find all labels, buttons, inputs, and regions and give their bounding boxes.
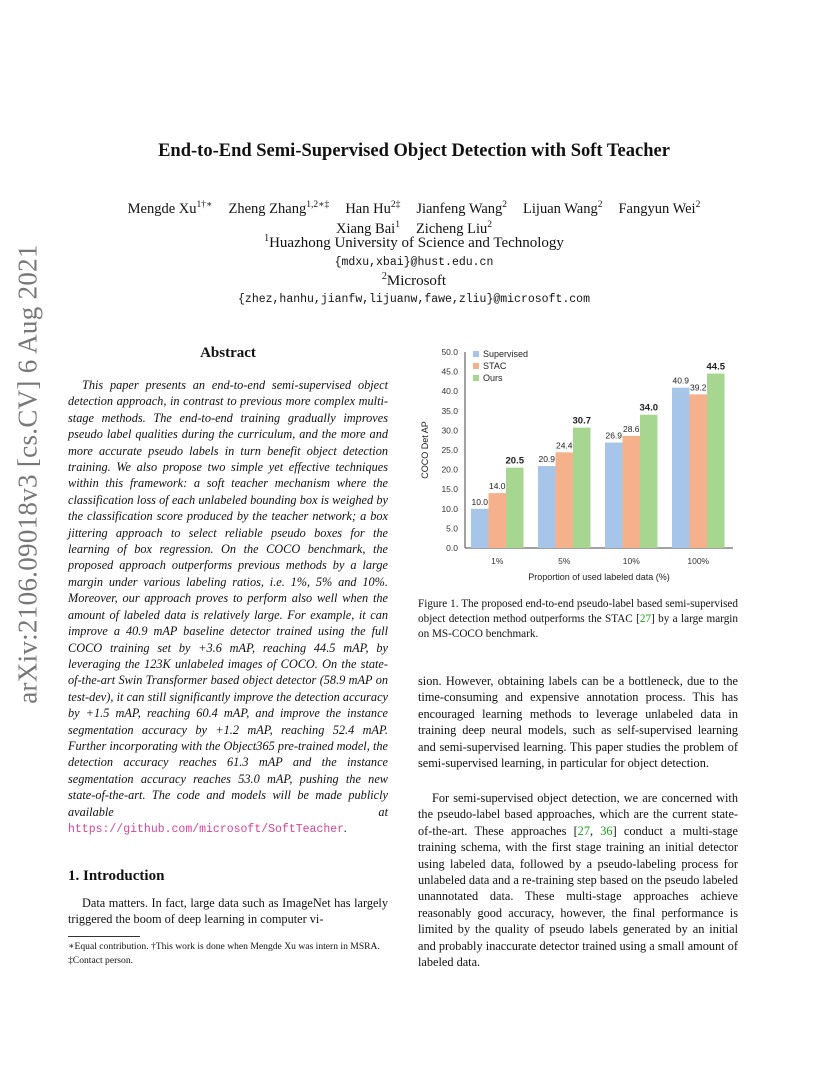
paper-title: End-to-End Semi-Supervised Object Detection with Soft Teacher (158, 141, 670, 161)
bar-supervised-100% (672, 388, 690, 548)
bar-ours-1% (506, 468, 524, 548)
footnote-rule (68, 936, 140, 937)
author-affil-mark: 2 (695, 200, 701, 210)
bar-stac-100% (690, 394, 708, 548)
data-label: 44.5 (706, 361, 725, 373)
y-tick-label: 40.0 (441, 386, 458, 397)
data-label: 34.0 (639, 402, 658, 414)
affiliation-2: $^2$Microsoft (381, 271, 447, 289)
author-label: Mengde Xu (127, 200, 197, 217)
author-affil-mark: 2 (487, 220, 492, 230)
abstract-body: This paper presents an end-to-end semi-supervised object detection approach, in contrast to previous more complex multi-stage methods. The end-to-end training gradually improves pseudo label qualities during the curriculum, and the more and more accurate pseudo labels in turn benefit object detection training. We also propose two simple yet effective techniques within this framework: a soft teacher mechanism where the classification loss of each unlabeled bounding box is weighed by the classification score produced by the teacher network; a box jittering approach to select reliable pseudo boxes for the learning of box regression. On the COCO benchmark, the proposed approach outperforms previous methods by a large margin under various labeling ratios, i.e. 1%, 5% and 10%. Moreover, our approach proves to perform also well when the amount of labeled data is relatively large. For example, it can improve a 40.9 mAP baseline detector trained using the full COCO training set by +3.6 mAP, reaching 44.5 mAP, by leveraging the 123K unlabeled images of COCO. On the state-of-the-art Swin Transformer based object detector (58.9 mAP on test-dev), it can still significantly improve the detection accuracy by +1.5 mAP, reaching 60.4 mAP, and improve the instance segmentation accuracy by +1.2 mAP, reaching 52.4 mAP. Further incorporating with the Object365 pre-trained model, the detection accuracy reaches 61.3 mAP and the instance segmentation accuracy reaches 53.0 mAP, pushing the new state-of-the-art. The code and models will be made publicly available at https://github.com/microsoft/SoftTeacher. (68, 378, 388, 836)
author-affil-mark: 2 (597, 200, 603, 210)
bar-ours-100% (707, 374, 725, 548)
y-tick-label: 5.0 (446, 523, 458, 534)
y-tick-label: 50.0 (441, 347, 458, 357)
bar-ours-5% (573, 428, 591, 548)
author-affil-mark: 1†∗ (196, 200, 213, 210)
legend-entry: STAC (483, 361, 507, 371)
y-tick-label: 30.0 (441, 425, 458, 436)
y-tick-label: 35.0 (441, 405, 458, 416)
author-label: Zicheng Liu (415, 220, 488, 237)
data-label: 28.6 (622, 423, 640, 434)
bar-stac-5% (556, 452, 574, 548)
y-axis-label: COCO Det AP (420, 421, 430, 479)
data-label: 26.9 (605, 430, 623, 441)
data-label: 30.7 (572, 415, 591, 427)
legend-swatch-ours (473, 375, 479, 381)
data-label: 40.9 (672, 375, 690, 386)
author-label: Han Hu (345, 200, 391, 217)
x-tick-label: 100% (687, 556, 710, 566)
author-label: Fangyun Wei (618, 200, 696, 217)
author-affil-mark: 1 (395, 220, 400, 230)
bar-stac-1% (489, 493, 507, 548)
email-1: {mdxu,xbai}@hust.edu.cn (334, 256, 494, 269)
figure-1-chart (415, 342, 745, 590)
bar-stac-10% (623, 436, 641, 548)
data-label: 10.0 (471, 496, 489, 507)
author-affil-mark: 1,2∗‡ (306, 200, 330, 210)
citation-link[interactable]: 36 (600, 823, 613, 838)
author-label: Xiang Bai (336, 220, 396, 237)
bar-supervised-5% (538, 466, 556, 548)
y-tick-label: 45.0 (441, 366, 458, 377)
author-label: Jianfeng Wang (416, 200, 503, 217)
bar-ours-10% (640, 415, 658, 548)
x-tick-label: 1% (491, 556, 504, 566)
affiliation-1: $^1$Huazhong University of Science and Technology (264, 233, 564, 251)
x-tick-label: 10% (622, 556, 640, 566)
data-label: 20.5 (505, 455, 524, 467)
y-tick-label: 10.0 (441, 503, 458, 514)
y-tick-label: 25.0 (441, 445, 458, 455)
author-affil-mark: 2‡ (390, 200, 401, 210)
arxiv-id: arXiv:2106.09018v3 [cs.CV] 6 Aug 2021 (12, 244, 43, 704)
author-affil-mark: 2 (502, 200, 508, 210)
abstract-heading: Abstract (200, 345, 256, 361)
intro-heading: 1. Introduction (68, 868, 165, 884)
y-tick-label: 0.0 (446, 543, 458, 553)
citation-link[interactable]: 27 (577, 823, 590, 838)
data-label: 39.2 (689, 382, 707, 393)
legend-swatch-stac (473, 363, 479, 369)
bar-supervised-1% (471, 509, 489, 548)
y-tick-label: 20.0 (441, 464, 458, 475)
x-tick-label: 5% (558, 556, 571, 566)
right-paragraph-1: sion. However, obtaining labels can be a bottleneck, due to the time-consuming and expensive annotation process. This has encouraged learning methods to leverage unlabeled data in training deep neural models, such as self-supervised learning and semi-supervised learning. This paper studies the problem of semi-supervised learning, in particular for object detection. (418, 674, 738, 771)
bar-supervised-10% (605, 443, 623, 548)
citation-link[interactable]: 27 (639, 613, 652, 626)
legend-entry: Ours (483, 373, 503, 383)
author-label: Lijuan Wang (523, 200, 598, 217)
figure-caption: Figure 1. The proposed end-to-end pseudo-label based semi-supervised object detection method outperforms the STAC [27] by a large margin on MS-COCO benchmark. (418, 598, 738, 641)
email-2: {zhez,hanhu,jianfw,lijuanw,fawe,zliu}@microsoft.com (238, 293, 590, 306)
y-tick-label: 15.0 (441, 484, 458, 495)
x-axis-label: Proportion of used labeled data (%) (528, 572, 670, 582)
author-label: Zheng Zhang (228, 200, 307, 217)
data-label: 14.0 (488, 481, 506, 492)
data-label: 20.9 (538, 454, 556, 465)
legend-swatch-supervised (473, 351, 479, 357)
data-label: 24.4 (555, 440, 573, 451)
legend-entry: Supervised (483, 349, 529, 359)
right-paragraph-2: For semi-supervised object detection, we are concerned with the pseudo-label based approaches, which are the current state-of-the-art. These approaches [27, 36] conduct a multi-stage training schema, with the first stage training an initial detector using labeled data, followed by a pseudo-labeling process for unlabeled data and a re-training step based on the pseudo labeled unannotated data. These multi-stage approaches achieve reasonably good accuracy, however, the final performance is limited by the quality of pseudo labels generated by an initial and probably inaccurate detector trained using a small amount of labeled data. (418, 791, 738, 970)
arxiv-stamp (8, 244, 48, 704)
code-link[interactable]: https://github.com/microsoft/SoftTeacher (68, 822, 345, 836)
footnote: ∗Equal contribution. †This work is done when Mengde Xu was intern in MSRA. ‡Contact person. (68, 941, 380, 966)
intro-body: Data matters. In fact, large data such as ImageNet has largely triggered the boom of deep learning in computer vi- (68, 896, 388, 927)
